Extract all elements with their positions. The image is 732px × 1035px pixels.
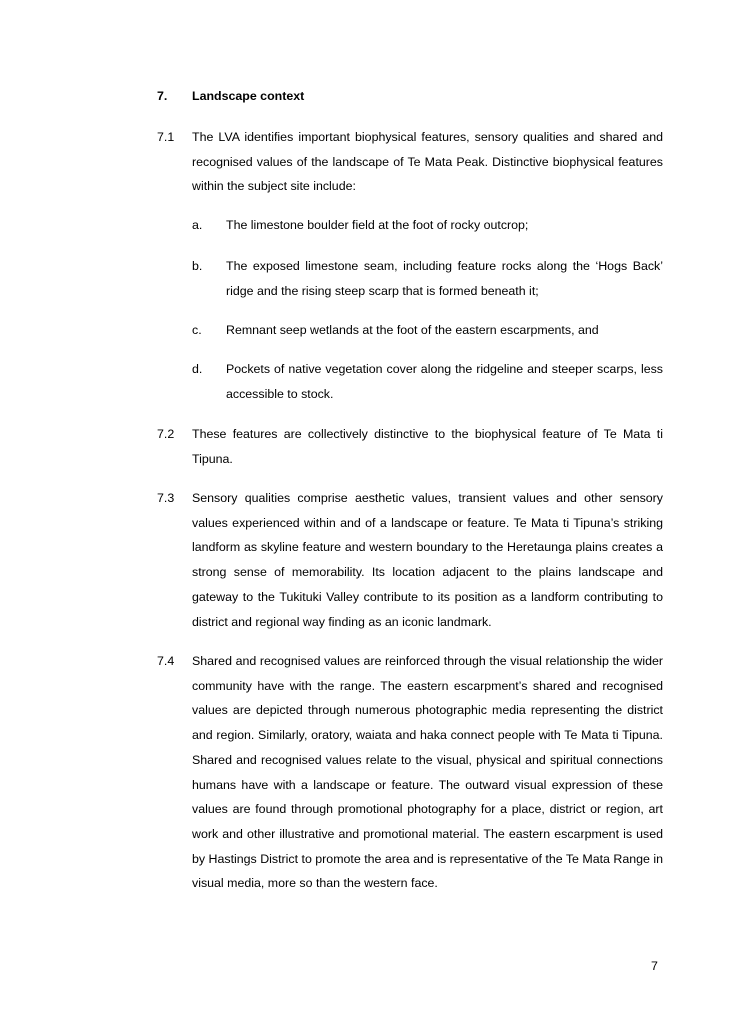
paragraph-7-2 — [157, 422, 663, 471]
list-item-c — [192, 318, 663, 343]
section-title: Landscape context — [192, 89, 305, 103]
list-item-b — [192, 254, 663, 303]
paragraph-7-4 — [157, 649, 663, 896]
page-number: 7 — [651, 959, 658, 973]
list-item-letter: c. — [192, 323, 202, 337]
list-item-text: Remnant seep wetlands at the foot of the eastern escarpments, and — [226, 323, 599, 337]
paragraph-text: Shared and recognised values are reinforced through the visual relationship the wider community have with the range. The eastern escarpment’s shared and recognised values are depicted through numerous photographic media representing the district and region. Similarly, oratory, waiata and haka connect people with Te Mata ti Tipuna. Shared and recognised values relate to the visual, physical and spiritual connections humans have with a landscape or feature. The outward visual expression of these values are found through promotional photography for a place, district or region, art work and other illustrative and promotional material. The eastern escarpment is used by Hastings District to promote the area and is representative of the Te Mata Range in visual media, more so than the western face. — [192, 654, 663, 891]
paragraph-number: 7.4 — [157, 654, 175, 668]
list-item-letter: d. — [192, 362, 203, 376]
paragraph-text: These features are collectively distinctive to the biophysical feature of Te Mata ti Tipuna. — [192, 427, 663, 466]
list-item-text: The limestone boulder field at the foot of rocky outcrop; — [226, 218, 529, 232]
list-item-letter: b. — [192, 259, 203, 273]
list-item-text: Pockets of native vegetation cover along the ridgeline and steeper scarps, less accessible to stock. — [226, 362, 663, 401]
paragraph-7-1 — [157, 125, 663, 199]
paragraph-7-3 — [157, 486, 663, 634]
paragraph-text: Sensory qualities comprise aesthetic values, transient values and other sensory values experienced within and of a landscape or feature. Te Mata ti Tipuna’s striking landform as skyline feature and western boundary to the Heretaunga plains creates a strong sense of memorability. Its location adjacent to the plains landscape and gateway to the Tukituki Valley contribute to its position as a landform contributing to district and regional way finding as an iconic landmark. — [192, 491, 663, 629]
paragraph-number: 7.2 — [157, 427, 175, 441]
paragraph-number: 7.1 — [157, 130, 175, 144]
list-item-text: The exposed limestone seam, including feature rocks along the ‘Hogs Back’ ridge and the rising steep scarp that is formed beneath it; — [226, 259, 663, 298]
paragraph-number: 7.3 — [157, 491, 175, 505]
list-item-a — [192, 213, 663, 238]
list-item-d — [192, 357, 663, 406]
list-item-letter: a. — [192, 218, 203, 232]
section-number: 7. — [157, 89, 168, 103]
paragraph-text: The LVA identifies important biophysical features, sensory qualities and shared and recognised values of the landscape of Te Mata Peak. Distinctive biophysical features within the subject site include: — [192, 130, 663, 194]
